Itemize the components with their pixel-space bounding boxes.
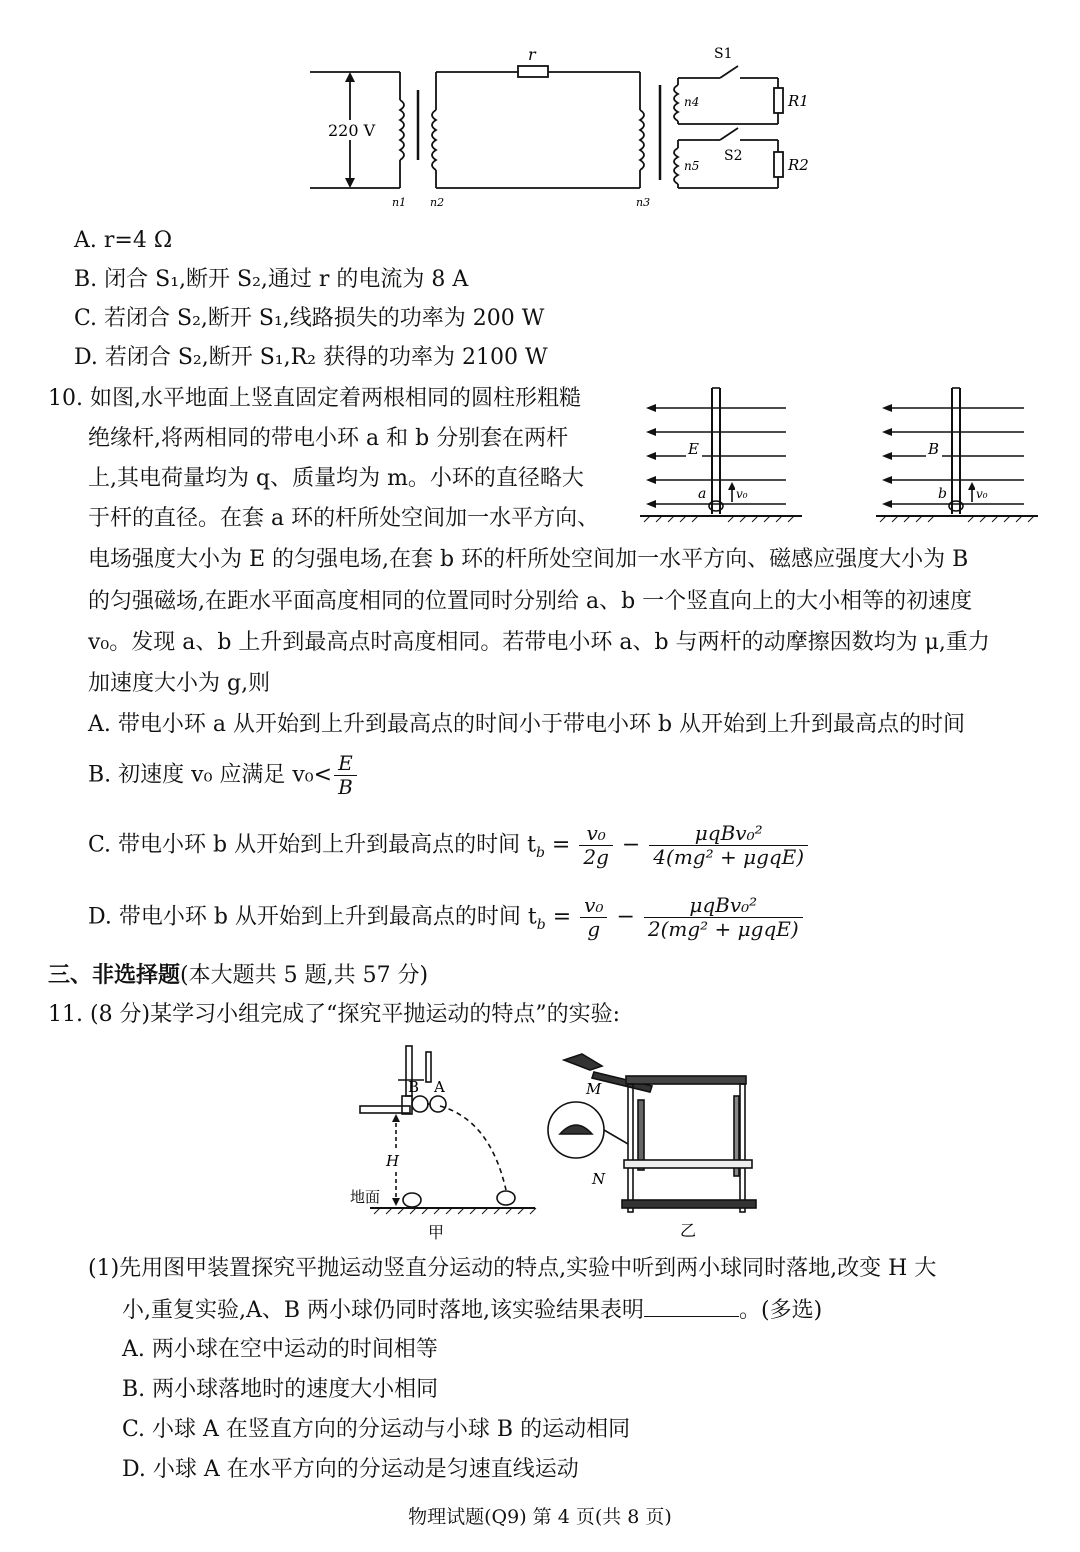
n5-label: n5 (684, 159, 700, 173)
field-b-label: B (928, 440, 940, 458)
electric-field-rod-figure (636, 384, 806, 524)
m-label: M (586, 1080, 602, 1098)
answer-blank[interactable] (644, 1296, 739, 1317)
q11-part1-line-1: (1)先用图甲装置探究平抛运动竖直分运动的特点,实验中听到两小球同时落地,改变 H 大 (88, 1256, 937, 1281)
q9-option-d: D. 若闭合 S₂,断开 S₁,R₂ 获得的功率为 2100 W (74, 345, 548, 370)
q10-option-a: A. 带电小环 a 从开始到上升到最高点的时间小于带电小环 b 从开始到上升到最高点的时间 (88, 712, 966, 737)
q11-part1-line-2 (122, 1296, 822, 1324)
q10-line-1: 10. 如图,水平地面上竖直固定着两根相同的圆柱形粗糙 (48, 386, 581, 411)
q10-d-fraction-2: $\frac{\text{μqBv₀²}}{\text{2(mg² + μgqE)}}$ (644, 894, 803, 941)
q9-option-b: B. 闭合 S₁,断开 S₂,通过 r 的电流为 8 A (74, 267, 469, 292)
section-heading (48, 962, 428, 989)
magnetic-field-rod-figure (872, 384, 1042, 524)
voltage-label: 220 V (328, 121, 376, 140)
n3-label: n3 (636, 196, 651, 209)
q11-option-c: C. 小球 A 在竖直方向的分运动与小球 B 的运动相同 (122, 1417, 631, 1442)
q11-option-a: A. 两小球在空中运动的时间相等 (122, 1337, 438, 1362)
n-label: N (592, 1170, 606, 1188)
q10-option-c: C. 带电小环 b 从开始到上升到最高点的时间 $t_b$ = $\frac{\text{v₀}}{2g}$ − $\frac{\text{μqBv₀²}}{\text{4(mg² + μgqE)}}$ (88, 822, 810, 869)
ring-a-label: a (698, 486, 707, 502)
figure-yi-label: 乙 (680, 1221, 697, 1240)
section-note: (本大题共 5 题,共 57 分) (180, 963, 429, 988)
apparatus-yi-figure (542, 1040, 762, 1245)
apparatus-jia-figure (340, 1040, 540, 1245)
q10-line-5: 电场强度大小为 E 的匀强电场,在套 b 环的杆所处空间加一水平方向、磁感应强度大小为 B (88, 547, 969, 572)
field-e-label: E (688, 440, 699, 458)
q10-option-b (88, 752, 359, 799)
q10-line-6: 的匀强磁场,在距水平面高度相同的位置同时分别给 a、b 一个竖直向上的大小相等的初速度 (88, 589, 973, 614)
page-footer: 物理试题(Q9) 第 4 页(共 8 页) (408, 1506, 672, 1528)
q9-option-c: C. 若闭合 S₂,断开 S₁,线路损失的功率为 200 W (74, 306, 545, 331)
q11-stem: 11. (8 分)某学习小组完成了“探究平抛运动的特点”的实验: (48, 1002, 621, 1027)
q10-option-c-text: C. 带电小环 b 从开始到上升到最高点的时间 t (88, 832, 536, 858)
q10-line-3: 上,其电荷量均为 q、质量均为 m。小环的直径略大 (88, 466, 584, 491)
q10-option-d: D. 带电小环 b 从开始到上升到最高点的时间 $t_b$ = $\frac{\text{v₀}}{g}$ − $\frac{\text{μqBv₀²}}{\text{2(mg² + μgqE)}}$ (88, 894, 805, 941)
q10-line-2: 绝缘杆,将两相同的带电小环 a 和 b 分别套在两杆 (88, 426, 569, 451)
s1-label: S1 (714, 46, 733, 62)
q11-option-b: B. 两小球落地时的速度大小相同 (122, 1377, 439, 1402)
q11-option-d: D. 小球 A 在水平方向的分运动是匀速直线运动 (122, 1457, 579, 1482)
q10-c-fraction-2: $\frac{\text{μqBv₀²}}{\text{4(mg² + μgqE)}}$ (649, 822, 808, 869)
v0-label-b: v₀ (976, 487, 988, 501)
q10-option-b-text: B. 初速度 v₀ 应满足 v₀< (88, 762, 333, 788)
q10-line-7: v₀。发现 a、b 上升到最高点时高度相同。若带电小环 a、b 与两杆的动摩擦因数均为 μ,重力 (88, 630, 990, 655)
ground-label: 地面 (350, 1188, 381, 1206)
height-h-label: H (386, 1152, 400, 1170)
q10-option-d-text: D. 带电小环 b 从开始到上升到最高点的时间 t (88, 904, 537, 930)
r1-label: R1 (788, 92, 809, 110)
ball-a-label: A (434, 1078, 445, 1096)
r-label: r (528, 45, 536, 64)
n4-label: n4 (684, 95, 700, 109)
ball-b-label: B (408, 1078, 420, 1096)
q10-line-4: 于杆的直径。在套 a 环的杆所处空间加一水平方向、 (88, 506, 600, 531)
r2-label: R2 (788, 156, 809, 174)
v0-label-a: v₀ (736, 487, 748, 501)
n2-label: n2 (430, 196, 445, 209)
q9-option-a: A. r=4 Ω (74, 228, 173, 253)
q10-d-fraction-1: $\frac{\text{v₀}}{g}$ (580, 894, 607, 941)
q11-part1-suffix: 。(多选) (739, 1298, 823, 1323)
q11-part1-text: 小,重复实验,A、B 两小球仍同时落地,该实验结果表明 (122, 1298, 645, 1323)
figure-jia-label: 甲 (428, 1223, 445, 1242)
q10-line-8: 加速度大小为 g,则 (88, 671, 271, 696)
q10-c-fraction-1: $\frac{\text{v₀}}{2g}$ (579, 822, 613, 869)
transformer-circuit-figure (300, 40, 820, 215)
s2-label: S2 (724, 148, 743, 164)
e-over-b-fraction: $\frac{E}{B}$ (334, 752, 357, 799)
section-title: 三、非选择题 (48, 962, 181, 988)
ring-b-label: b (938, 486, 947, 502)
n1-label: n1 (392, 196, 407, 209)
